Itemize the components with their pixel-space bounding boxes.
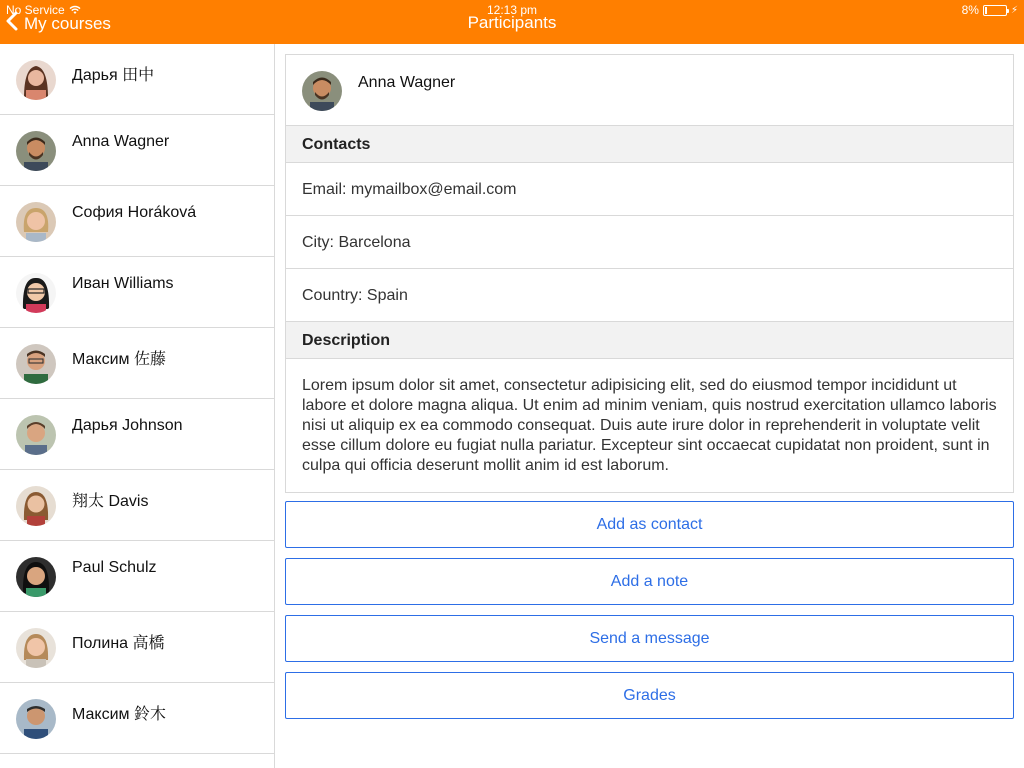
- list-item[interactable]: [0, 470, 274, 541]
- add-note-button[interactable]: Add a note: [285, 558, 1014, 605]
- top-bar: [0, 0, 1024, 44]
- description-text: Lorem ipsum dolor sit amet, consectetur adipisicing elit, sed do eiusmod tempor incididunt ut labore et dolore magna aliqua. Ut enim ad minim veniam, quis nostrud exercitation ullamco laboris nisi ut aliquip ex ea commodo consequat. Duis aute irure dolor in reprehenderit in voluptate velit esse cillum dolore eu fugiat nulla pariatur. Excepteur sint occaecat cupidatat non proident, sunt in culpa qui officia deserunt mollit anim id est laborum.: [302, 377, 997, 474]
- battery-icon: [983, 5, 1007, 16]
- add-contact-button[interactable]: Add as contact: [285, 501, 1014, 548]
- back-label: My courses: [24, 13, 111, 33]
- avatar: [16, 131, 56, 171]
- send-message-button[interactable]: Send a message: [285, 615, 1014, 662]
- participant-name: Полина 高橋: [72, 635, 165, 652]
- carrier-label: No Service: [6, 3, 65, 17]
- avatar: [16, 557, 56, 597]
- avatar: [16, 60, 56, 100]
- list-item[interactable]: [0, 186, 274, 257]
- status-time: 12:13 pm: [486, 3, 538, 17]
- status-battery: [962, 3, 1018, 17]
- participant-name: Дарья 田中: [72, 67, 155, 84]
- list-item[interactable]: [0, 541, 274, 612]
- country-field: Country: Spain: [286, 269, 1013, 322]
- avatar: [16, 486, 56, 526]
- list-item[interactable]: [0, 399, 274, 470]
- avatar: [302, 71, 342, 111]
- avatar: [16, 699, 56, 739]
- city-field: City: Barcelona: [286, 216, 1013, 269]
- list-item[interactable]: [0, 115, 274, 186]
- page-title: Participants: [467, 13, 557, 32]
- participant-name: София Horáková: [72, 204, 197, 221]
- participant-name: Дарья Johnson: [72, 417, 183, 434]
- description-heading: Description: [286, 322, 1013, 359]
- grades-button[interactable]: Grades: [285, 672, 1014, 719]
- participant-name: Paul Schulz: [72, 559, 157, 576]
- battery-percent: 8%: [961, 3, 979, 17]
- email-field: Email: mymailbox@email.com: [286, 163, 1013, 216]
- avatar: [16, 415, 56, 455]
- list-item[interactable]: [0, 683, 274, 754]
- chevron-left-icon: [6, 11, 18, 36]
- avatar: [16, 628, 56, 668]
- list-item[interactable]: [0, 612, 274, 683]
- detail-header: [286, 55, 1013, 126]
- participant-name: 翔太 Davis: [72, 493, 149, 510]
- participant-detail: [285, 54, 1014, 493]
- charging-icon: ⚡: [1010, 4, 1018, 16]
- participants-list: [0, 44, 275, 768]
- list-item[interactable]: [0, 328, 274, 399]
- avatar: [16, 202, 56, 242]
- avatar: [16, 273, 56, 313]
- participant-name: Anna Wagner: [72, 133, 170, 150]
- list-item[interactable]: [0, 257, 274, 328]
- participant-name: Иван Williams: [72, 275, 174, 292]
- avatar: [16, 344, 56, 384]
- detail-name: Anna Wagner: [358, 74, 456, 91]
- contacts-heading: Contacts: [286, 126, 1013, 163]
- participant-name: Максим 鈴木: [72, 706, 166, 723]
- list-item[interactable]: [0, 44, 274, 115]
- back-button[interactable]: [6, 11, 111, 36]
- participant-name: Максим 佐藤: [72, 351, 166, 368]
